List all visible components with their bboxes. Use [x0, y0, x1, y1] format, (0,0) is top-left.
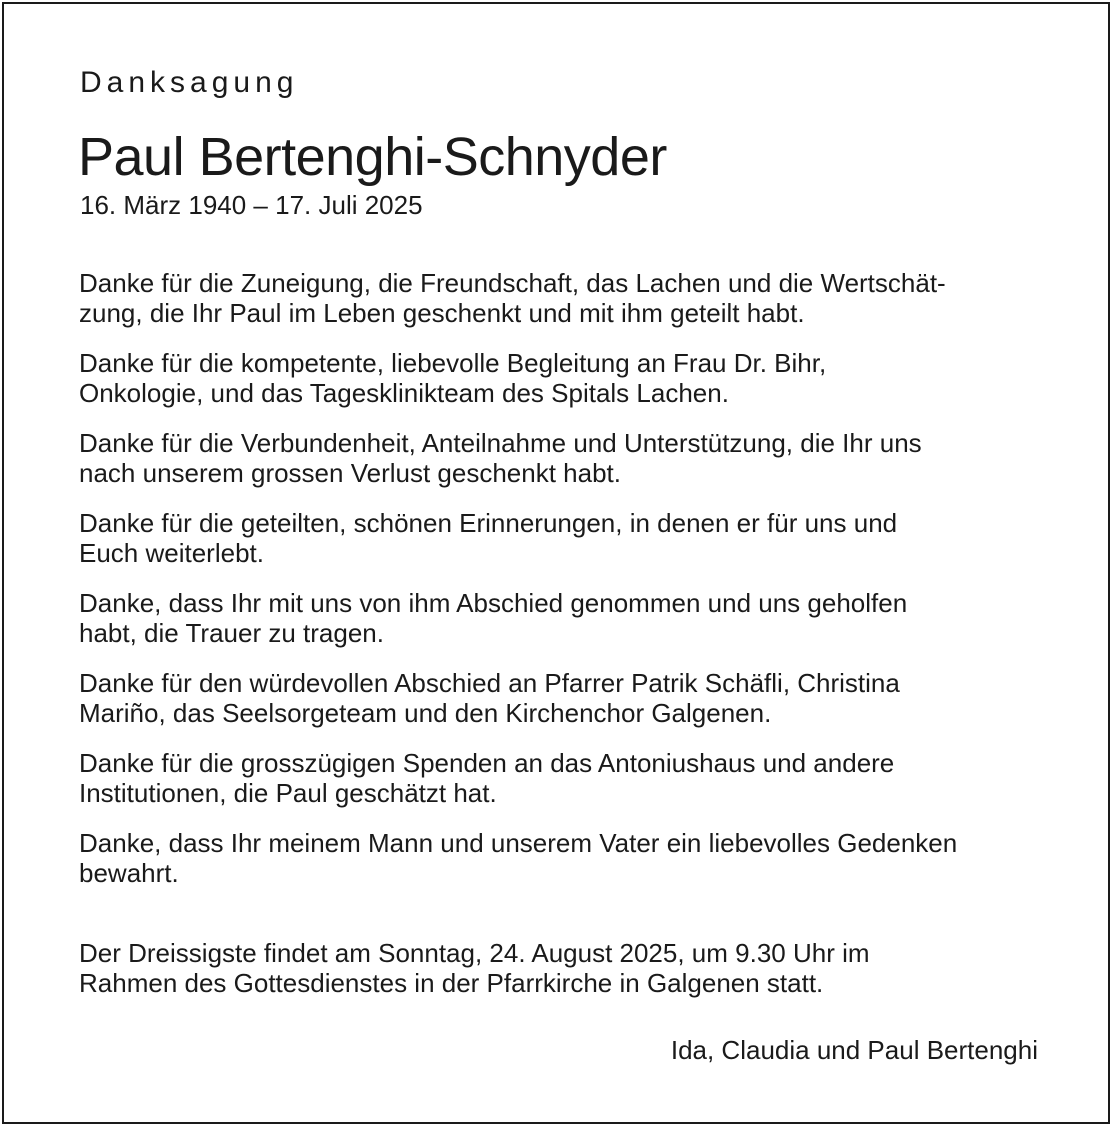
thanks-paragraphs — [79, 268, 1039, 908]
memorial-line: Der Dreissigste findet am Sonntag, 24. August 2025, um 9.30 Uhr im — [79, 938, 870, 968]
thanks-paragraph — [79, 748, 1039, 808]
thanks-paragraph — [79, 588, 1039, 648]
paragraph-line: Danke für die kompetente, liebevolle Begleitung an Frau Dr. Bihr, — [79, 348, 827, 378]
life-dates: 16. März 1940 – 17. Juli 2025 — [80, 190, 423, 220]
paragraph-line: Danke für die geteilten, schönen Erinnerungen, in denen er für uns und — [79, 508, 898, 538]
paragraph-line: bewahrt. — [79, 858, 179, 888]
paragraph-line: Danke für die grosszügigen Spenden an das Antoniushaus und andere — [79, 748, 895, 778]
paragraph-line: Danke, dass Ihr meinem Mann und unserem Vater ein liebevolles Gedenken — [79, 828, 958, 858]
family-signature: Ida, Claudia und Paul Bertenghi — [670, 1035, 1038, 1065]
paragraph-line: Danke, dass Ihr mit uns von ihm Abschied genommen und uns geholfen — [79, 588, 908, 618]
thanks-paragraph — [79, 348, 1039, 408]
paragraph-line: Onkologie, und das Tagesklinikteam des Spitals Lachen. — [79, 378, 729, 408]
paragraph-line: zung, die Ihr Paul im Leben geschenkt und mit ihm geteilt habt. — [79, 298, 805, 328]
thanks-paragraph — [79, 508, 1039, 568]
paragraph-line: Danke für den würdevollen Abschied an Pfarrer Patrik Schäfli, Christina — [79, 668, 900, 698]
thanks-paragraph — [79, 268, 1039, 328]
thanks-paragraph — [79, 668, 1039, 728]
paragraph-line: Institutionen, die Paul geschätzt hat. — [79, 778, 497, 808]
paragraph-line: nach unserem grossen Verlust geschenkt habt. — [79, 458, 621, 488]
notice-frame — [2, 2, 1110, 1124]
paragraph-line: Danke für die Verbundenheit, Anteilnahme und Unterstützung, die Ihr uns — [79, 428, 922, 458]
thanks-paragraph — [79, 828, 1039, 888]
notice-heading: Danksagung — [80, 66, 299, 99]
paragraph-line: habt, die Trauer zu tragen. — [79, 618, 384, 648]
paragraph-line: Danke für die Zuneigung, die Freundschaft, das Lachen und die Wertschät- — [79, 268, 946, 298]
memorial-service-notice — [79, 938, 870, 998]
memorial-line: Rahmen des Gottesdienstes in der Pfarrkirche in Galgenen statt. — [79, 968, 824, 998]
paragraph-line: Mariño, das Seelsorgeteam und den Kirchenchor Galgenen. — [79, 698, 772, 728]
paragraph-line: Euch weiterlebt. — [79, 538, 264, 568]
deceased-name: Paul Bertenghi-Schnyder — [78, 127, 667, 187]
thanks-paragraph — [79, 428, 1039, 488]
